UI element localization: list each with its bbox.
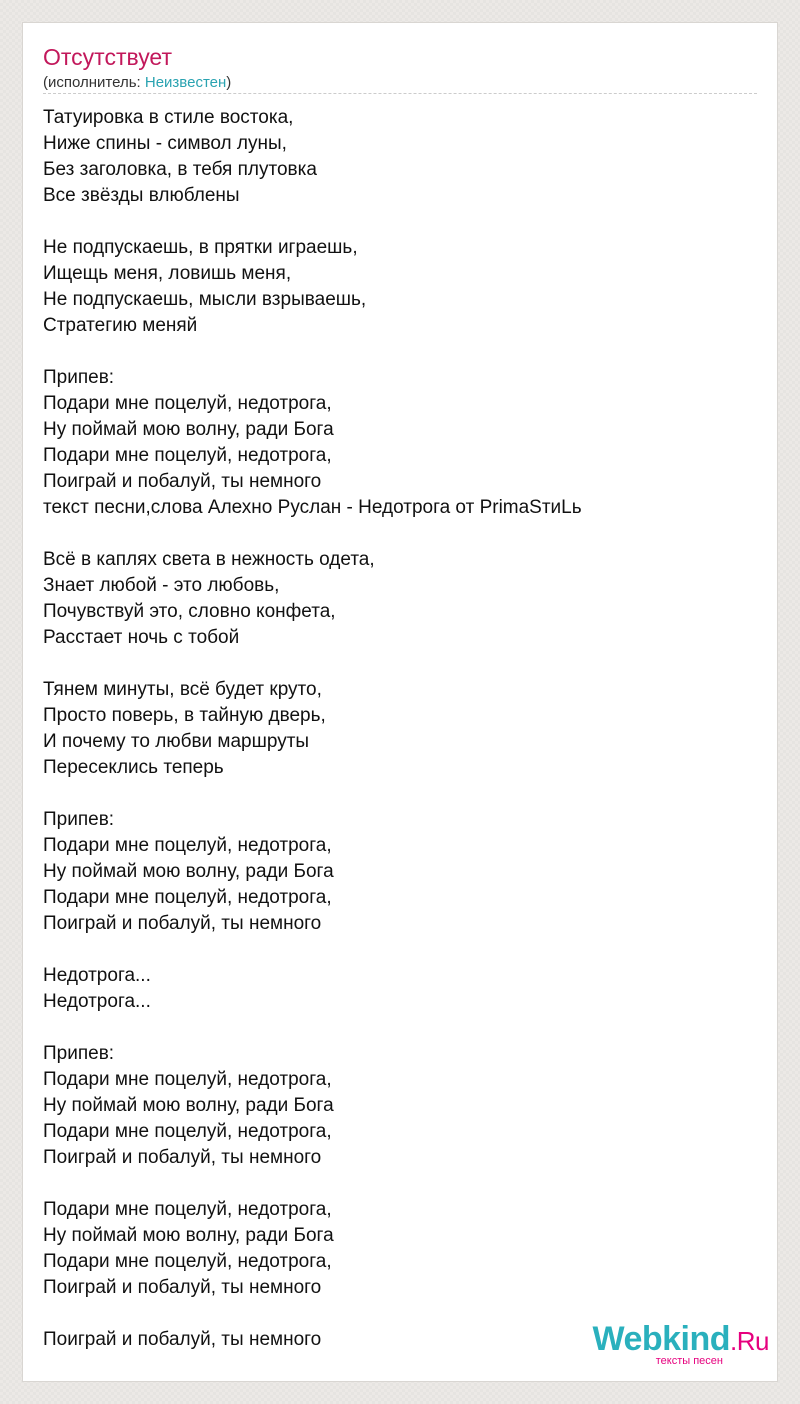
logo-wordmark xyxy=(592,1322,769,1358)
lyrics-line: Поиграй и побалуй, ты немного xyxy=(43,1147,322,1168)
artist-line xyxy=(43,74,231,92)
lyrics-line: Поиграй и побалуй, ты немного xyxy=(43,1329,322,1350)
lyrics-stanza xyxy=(43,547,759,651)
lyrics-line: Все звёзды влюблены xyxy=(43,185,240,206)
lyrics-line: Ниже спины - символ луны, xyxy=(43,133,287,154)
lyrics-stanza xyxy=(43,365,759,521)
lyrics-line: Припев: xyxy=(43,1043,115,1064)
lyrics-line: Не подпускаешь, мысли взрываешь, xyxy=(43,289,367,310)
lyrics-line: Не подпускаешь, в прятки играешь, xyxy=(43,237,358,258)
lyrics-line: Стратегию меняй xyxy=(43,315,198,336)
lyrics-line: Припев: xyxy=(43,367,115,388)
lyrics-stanza xyxy=(43,963,759,1015)
lyrics-line: Просто поверь, в тайную дверь, xyxy=(43,705,326,726)
lyrics-line: Ну поймай мою волну, ради Бога xyxy=(43,861,334,882)
lyrics-line: Недотрога... xyxy=(43,965,151,986)
lyrics-card xyxy=(22,22,778,1382)
lyrics-line: Ну поймай мою волну, ради Бога xyxy=(43,1095,334,1116)
lyrics-line: Поиграй и побалуй, ты немного xyxy=(43,1277,322,1298)
artist-suffix: ) xyxy=(226,74,232,91)
lyrics-line: Почувствуй это, словно конфета, xyxy=(43,601,336,622)
lyrics-line: Подари мне поцелуй, недотрога, xyxy=(43,1251,332,1272)
lyrics-line: Недотрога... xyxy=(43,991,151,1012)
logo-name: Webkind xyxy=(592,1320,731,1358)
lyrics-line: Ну поймай мою волну, ради Бога xyxy=(43,419,334,440)
lyrics-stanza xyxy=(43,1041,759,1171)
lyrics-line: Расстает ночь с тобой xyxy=(43,627,240,648)
lyrics-line: Ищещь меня, ловишь меня, xyxy=(43,263,292,284)
lyrics-line: Татуировка в стиле востока, xyxy=(43,107,294,128)
lyrics-line: Подари мне поцелуй, недотрога, xyxy=(43,1121,332,1142)
lyrics-line: Знает любой - это любовь, xyxy=(43,575,280,596)
lyrics-line: И почему то любви маршруты xyxy=(43,731,310,752)
lyrics-line: Всё в каплях света в нежность одета, xyxy=(43,549,375,570)
lyrics-line: Ну поймай мою волну, ради Бога xyxy=(43,1225,334,1246)
lyrics-line: Без заголовка, в тебя плутовка xyxy=(43,159,317,180)
lyrics-line: Подари мне поцелуй, недотрога, xyxy=(43,1069,332,1090)
lyrics-line: Поиграй и побалуй, ты немного xyxy=(43,471,322,492)
lyrics-line: Подари мне поцелуй, недотрога, xyxy=(43,1199,332,1220)
lyrics-line: Подари мне поцелуй, недотрога, xyxy=(43,835,332,856)
lyrics-stanza xyxy=(43,235,759,339)
site-logo[interactable] xyxy=(592,1322,769,1367)
lyrics-stanza xyxy=(43,807,759,937)
lyrics-stanza xyxy=(43,677,759,781)
artist-link[interactable]: Неизвестен xyxy=(144,74,227,91)
lyrics-stanza xyxy=(43,105,759,209)
lyrics-line: Подари мне поцелуй, недотрога, xyxy=(43,393,332,414)
lyrics-line: текст песни,слова Алехно Руслан - Недотрога от PrimaSтиLь xyxy=(43,497,582,518)
lyrics-body xyxy=(43,105,759,1379)
lyrics-line: Подари мне поцелуй, недотрога, xyxy=(43,887,332,908)
title-divider xyxy=(43,93,757,94)
lyrics-line: Тянем минуты, всё будет круто, xyxy=(43,679,322,700)
song-title: Отсутствует xyxy=(43,44,172,70)
lyrics-line: Припев: xyxy=(43,809,115,830)
lyrics-line: Поиграй и побалуй, ты немного xyxy=(43,913,322,934)
logo-tld: .Ru xyxy=(730,1326,769,1356)
lyrics-line: Подари мне поцелуй, недотрога, xyxy=(43,445,332,466)
lyrics-line: Пересеклись теперь xyxy=(43,757,224,778)
lyrics-stanza xyxy=(43,1197,759,1301)
logo-tagline: тексты песен xyxy=(655,1355,723,1367)
artist-prefix: (исполнитель: xyxy=(43,74,145,91)
